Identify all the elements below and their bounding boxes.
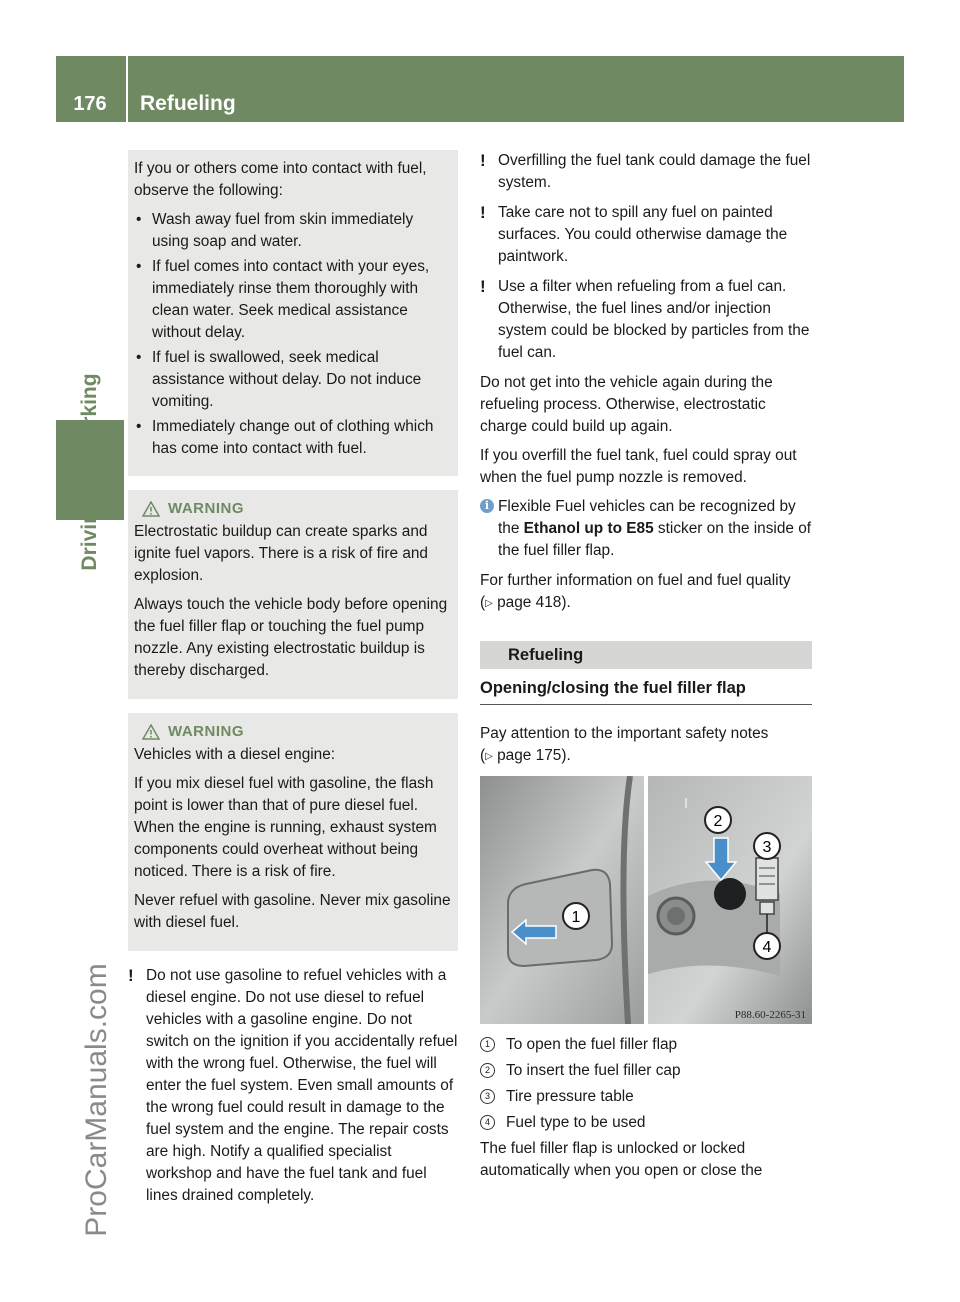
legend-number: 4: [480, 1115, 495, 1130]
bullet-icon: •: [136, 211, 142, 228]
warning-text: Electrostatic buildup can create sparks and ignite fuel vapors. There is a risk of fire and explosion.: [134, 523, 428, 584]
legend-item: [480, 1060, 812, 1082]
fuel-contact-box: [128, 150, 458, 476]
legend-item: [480, 1034, 812, 1056]
legend-number: 1: [480, 1037, 495, 1052]
subsection-heading: Opening/closing the fuel filler flap: [480, 679, 812, 705]
warning-text: Vehicles with a diesel engine:: [134, 746, 336, 763]
warning-triangle-icon: [142, 501, 160, 517]
exclamation-icon: !: [480, 277, 486, 296]
warning-label: WARNING: [168, 723, 244, 740]
bullet-icon: •: [136, 258, 142, 275]
warning-heading: [134, 723, 452, 740]
info-note: [480, 496, 812, 562]
bullet-icon: •: [136, 418, 142, 435]
warning-text: Always touch the vehicle body before opening the fuel filler flap or touching the fuel pump nozzle. Any existing electrostatic buildup is thereby discharged.: [134, 596, 448, 679]
warning-triangle-icon: [142, 724, 160, 740]
info-icon: i: [480, 499, 494, 513]
watermark: ProCarManuals.com: [80, 963, 113, 1237]
note-text: Take care not to spill any fuel on painted surfaces. You could otherwise damage the paintwork.: [498, 204, 788, 265]
svg-text:1: 1: [571, 909, 581, 926]
legend-item: [480, 1112, 812, 1134]
bullet-text: If fuel is swallowed, seek medical assistance without delay. Do not induce vomiting.: [152, 349, 422, 410]
caution-note: [480, 276, 812, 364]
page-number: 176: [73, 93, 107, 115]
warning-box-electrostatic: [128, 490, 458, 699]
page-ref-arrow-icon: ▷: [485, 751, 493, 762]
body-paragraph: Do not get into the vehicle again during the refueling process. Otherwise, electrostatic charge could build up again.: [480, 374, 773, 435]
bullet-item: [134, 256, 452, 344]
page-reference-link[interactable]: page 418).: [497, 594, 571, 611]
legend-number: 2: [480, 1063, 495, 1078]
body-paragraph: For further information on fuel and fuel quality (▷ page 418).: [480, 570, 812, 615]
note-text: Overfilling the fuel tank could damage the fuel system.: [498, 152, 811, 191]
fuel-filler-cap: [714, 878, 746, 910]
exclamation-icon: !: [128, 966, 134, 985]
legend-item: [480, 1086, 812, 1108]
info-text-post: sticker on the inside of the fuel filler flap.: [498, 520, 812, 559]
tire-pressure-label: [756, 858, 778, 900]
page-reference-link[interactable]: page 175).: [497, 747, 571, 764]
callout-1: [563, 903, 589, 929]
warning-heading: [134, 500, 452, 517]
figure-illustration: [480, 776, 812, 1024]
fuel-flap-outline: [508, 870, 612, 966]
body-paragraph: If you overfill the fuel tank, fuel could spray out when the fuel pump nozzle is removed.: [480, 447, 797, 486]
page-ref-arrow-icon: ▷: [485, 598, 493, 609]
callout-3: [754, 833, 780, 859]
warning-label: WARNING: [168, 500, 244, 517]
exclamation-icon: !: [480, 151, 486, 170]
legend-text: Tire pressure table: [506, 1088, 634, 1105]
filler-neck-inner: [667, 907, 685, 925]
header-divider: [126, 56, 128, 122]
paragraph-text: For further information on fuel and fuel quality: [480, 572, 791, 589]
panel-divider: [644, 776, 648, 1024]
header-title: Refueling: [140, 92, 236, 115]
note-text: Use a filter when refueling from a fuel can. Otherwise, the fuel lines and/or injection system could be blocked by particles from the fuel can.: [498, 278, 810, 361]
legend-text: To open the fuel filler flap: [506, 1036, 678, 1053]
bullet-text: Wash away fuel from skin immediately using soap and water.: [152, 211, 414, 250]
sticker-name: Ethanol up to E85: [523, 520, 654, 537]
paragraph-text: Pay attention to the important safety notes: [480, 725, 769, 742]
caution-note: [480, 202, 812, 268]
legend-text: Fuel type to be used: [506, 1114, 646, 1131]
bullet-item: [134, 209, 452, 253]
bullet-list: [134, 209, 452, 460]
note-text: Do not use gasoline to refuel vehicles with a diesel engine. Do not use diesel to refuel vehicles with a gasoline engine. Do not switch on the ignition if you accidentally refuel with the wrong fuel. Otherwise, the fuel will enter the fuel system. Even small amounts of the wrong fuel could result in damage to the fuel system and the engine. The repair costs are high. Notify a qualified specialist workshop and have the fuel tank and fuel lines drained completely.: [146, 967, 458, 1204]
svg-text:2: 2: [713, 813, 723, 830]
body-paragraph: The fuel filler flap is unlocked or locked automatically when you open or close the: [480, 1140, 763, 1179]
bullet-text: If fuel comes into contact with your eyes, immediately rinse them thoroughly with clean water. Seek medical assistance without delay.: [152, 258, 430, 341]
svg-text:4: 4: [762, 939, 772, 956]
bullet-item: [134, 416, 452, 460]
callout-2: [705, 807, 731, 833]
fuel-filler-flap-figure: [480, 776, 812, 1024]
legend-text: To insert the fuel filler cap: [506, 1062, 681, 1079]
box-intro: If you or others come into contact with fuel, observe the following:: [134, 160, 427, 199]
legend-number: 3: [480, 1089, 495, 1104]
section-title: Refueling: [480, 641, 812, 669]
right-column: [480, 150, 812, 1189]
left-column: [128, 150, 458, 1215]
info-text-pre: Flexible Fuel vehicles can be recognized by the: [498, 498, 796, 537]
caution-note: [480, 150, 812, 194]
figure-code: P88.60-2265-31: [734, 1009, 806, 1021]
fuel-type-label: [760, 902, 774, 914]
body-paragraph: Pay attention to the important safety notes (▷ page 175).: [480, 723, 812, 768]
bullet-text: Immediately change out of clothing which has come into contact with fuel.: [152, 418, 434, 457]
svg-text:3: 3: [762, 839, 772, 856]
caution-note: [128, 965, 458, 1207]
callout-4: [754, 933, 780, 959]
side-tab-label: Driving and parking: [78, 373, 101, 571]
warning-text: Never refuel with gasoline. Never mix gasoline with diesel fuel.: [134, 892, 451, 931]
page-header: [56, 56, 904, 122]
bullet-item: [134, 347, 452, 413]
warning-box-diesel: [128, 713, 458, 951]
bullet-icon: •: [136, 349, 142, 366]
exclamation-icon: !: [480, 203, 486, 222]
warning-text: If you mix diesel fuel with gasoline, the flash point is lower than that of pure diesel fuel. When the engine is running, exhaust system components could overheat without being noticed. There is a risk of fire.: [134, 775, 437, 880]
